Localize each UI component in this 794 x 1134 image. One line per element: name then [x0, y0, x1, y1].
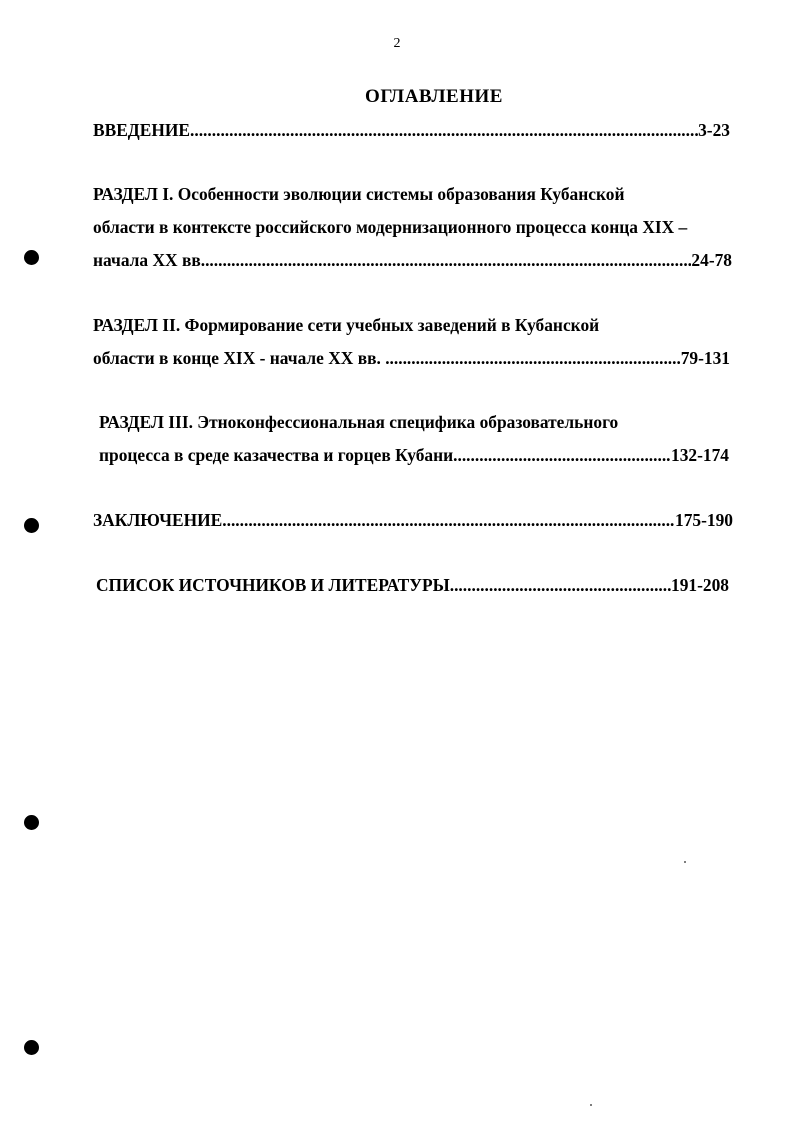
dot-leader	[385, 342, 681, 375]
toc-entry-line: начала XX вв	[93, 250, 201, 270]
toc-entry-label: ЗАКЛЮЧЕНИЕ	[93, 510, 223, 530]
toc-entry-label: СПИСОК ИСТОЧНИКОВ И ЛИТЕРАТУРЫ	[96, 575, 450, 595]
punch-hole	[24, 1040, 39, 1055]
toc-entry-section-3	[99, 406, 732, 472]
scan-speck	[590, 1104, 592, 1106]
dot-leader	[201, 244, 692, 277]
punch-hole	[24, 250, 39, 265]
toc-entry-label: ВВЕДЕНИЕ	[93, 120, 191, 140]
page-title: ОГЛАВЛЕНИЕ	[365, 86, 503, 107]
page-range: 24-78	[691, 250, 732, 270]
toc-entry-line: РАЗДЕЛ I. Особенности эволюции системы образования Кубанской	[93, 184, 625, 204]
toc-entry-section-1	[93, 178, 732, 277]
page-range: 191-208	[671, 575, 729, 595]
toc-entry-line: области в конце XIX - начале XX вв.	[93, 348, 386, 368]
page-range: 3-23	[698, 120, 730, 140]
scan-speck	[684, 861, 686, 863]
toc-entry-line: процесса в среде казачества и горцев Кубани	[99, 445, 454, 465]
punch-hole	[24, 518, 39, 533]
dot-leader	[190, 114, 698, 147]
toc-entry-conclusion	[93, 504, 733, 537]
punch-hole	[24, 815, 39, 830]
toc-entry-sources	[96, 569, 729, 602]
page-number: 2	[393, 36, 401, 51]
dot-leader	[222, 504, 675, 537]
page-range: 175-190	[675, 510, 733, 530]
toc-entry-intro	[93, 114, 730, 147]
toc-entry-line: РАЗДЕЛ III. Этноконфессиональная специфика образовательного	[99, 412, 619, 432]
dot-leader	[450, 569, 671, 602]
toc-entry-line: РАЗДЕЛ II. Формирование сети учебных заведений в Кубанской	[93, 315, 600, 335]
page-range: 132-174	[671, 445, 729, 465]
toc-entry-section-2	[93, 309, 732, 375]
page-range: 79-131	[680, 348, 730, 368]
dot-leader	[453, 439, 671, 472]
toc-entry-line: области в контексте российского модернизационного процесса конца XIX –	[93, 217, 688, 237]
